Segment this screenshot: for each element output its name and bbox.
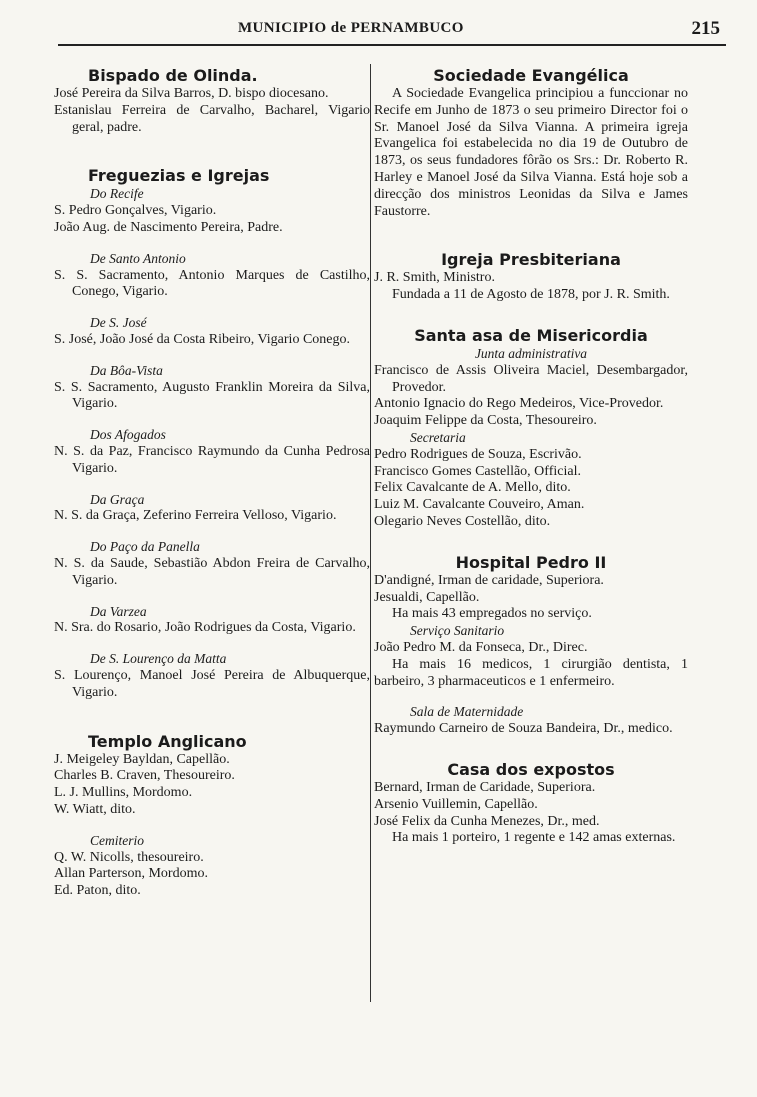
entry-line: Luiz M. Cavalcante Couveiro, Aman. (374, 497, 585, 513)
entry-line: Pedro Rodrigues de Souza, Escrivão. (374, 446, 582, 462)
running-header (60, 18, 720, 44)
entry-line: Allan Parterson, Mordomo. (54, 866, 208, 882)
paragraph: Ha mais 16 medicos, 1 cirurgião dentista, 1 barbeiro, 3 pharmaceuticos e 1 enfermeiro. (374, 656, 688, 689)
spacer (54, 301, 370, 315)
paragraph: Fundada a 11 de Agosto de 1878, por J. R. Smith. (392, 287, 670, 303)
entry-line: Bernard, Irman de Caridade, Superiora. (374, 779, 596, 795)
entry-line: S. S. Sacramento, Antonio Marques de Castilho, Conego, Vigario. (54, 267, 370, 300)
subheading: De S. Lourenço da Matta (90, 651, 227, 667)
spacer (374, 738, 688, 760)
subheading: Sala de Maternidade (410, 704, 524, 720)
column-divider (370, 64, 371, 1002)
running-title: MUNICIPIO de PERNAMBUCO (238, 20, 464, 36)
subheading: Serviço Sanitario (410, 623, 505, 639)
section-heading: Igreja Presbiteriana (441, 250, 621, 270)
section-heading: Hospital Pedro II (455, 552, 607, 572)
entry-line: N. S. da Saude, Sebastião Abdon Freira de Carvalho, Vigario. (54, 555, 370, 588)
section-heading: Templo Anglicano (88, 731, 247, 751)
entry-line: Olegario Neves Costellão, dito. (374, 513, 551, 529)
entry-line: José Pereira da Silva Barros, D. bispo diocesano. (54, 86, 329, 101)
page-number: 215 (691, 18, 720, 39)
spacer (54, 637, 370, 651)
right-column (374, 66, 688, 847)
subheading: Cemiterio (90, 832, 144, 848)
paragraph: Ha mais 1 porteiro, 1 regente e 142 amas externas. (392, 830, 676, 846)
entry-line: S. Pedro Gonçalves, Vigario. (54, 203, 217, 219)
subheading: Dos Afogados (90, 427, 166, 443)
entry-line: Francisco de Assis Oliveira Maciel, Desembargador, Provedor. (374, 362, 688, 395)
entry-line: João Pedro M. da Fonseca, Dr., Direc. (374, 639, 588, 655)
entry-line: J. R. Smith, Ministro. (374, 270, 495, 286)
subheading: Da Bôa-Vista (90, 362, 163, 378)
subheading: Junta administrativa (474, 345, 588, 361)
spacer (374, 531, 688, 553)
entry-line: Francisco Gomes Castellão, Official. (374, 463, 581, 479)
entry-line: S. José, João José da Costa Ribeiro, Vigario Conego. (54, 331, 350, 347)
entry-line: S. Lourenço, Manoel José Pereira de Albuquerque, Vigario. (54, 667, 370, 700)
entry-line: Q. W. Nicolls, thesoureiro. (54, 849, 204, 865)
entry-line: Jesualdi, Capellão. (374, 589, 480, 605)
spacer (54, 349, 370, 363)
subheading: Da Varzea (90, 603, 147, 619)
entry-line: W. Wiatt, dito. (54, 801, 136, 817)
spacer (374, 220, 688, 250)
subheading: De Santo Antonio (90, 250, 186, 266)
section-heading: Santa asa de Misericordia (414, 325, 648, 345)
entry-line: D'andigné, Irman de caridade, Superiora. (374, 572, 604, 588)
subheading: Do Paço da Panella (90, 539, 200, 555)
spacer (54, 590, 370, 604)
spacer (54, 525, 370, 539)
entry-line: N. S. da Graça, Zeferino Ferreira Velloso, Vigario. (54, 508, 337, 524)
entry-line: J. Meigeley Bayldan, Capellão. (54, 751, 230, 767)
spacer (54, 237, 370, 251)
entry-line: Ed. Paton, dito. (54, 883, 141, 899)
entry-line: José Felix da Cunha Menezes, Dr., med. (374, 813, 600, 829)
spacer (54, 478, 370, 492)
header-rule (58, 44, 726, 46)
entry-line: Antonio Ignacio do Rego Medeiros, Vice-Provedor. (374, 396, 664, 412)
spacer (54, 702, 370, 732)
spacer (54, 413, 370, 427)
entry-line: L. J. Mullins, Mordomo. (54, 785, 193, 801)
subheading: Da Graça (90, 491, 145, 507)
spacer (374, 690, 688, 704)
entry-line: Arsenio Vuillemin, Capellão. (374, 796, 538, 812)
entry-line: João Aug. de Nascimento Pereira, Padre. (54, 219, 283, 235)
subheading: De S. José (90, 315, 147, 331)
spacer (54, 819, 370, 833)
entry-line: Raymundo Carneiro de Souza Bandeira, Dr., medico. (374, 721, 673, 737)
entry-line: S. S. Sacramento, Augusto Franklin Moreira da Silva, Vigario. (54, 379, 370, 412)
entry-line: N. Sra. do Rosario, João Rodrigues da Costa, Vigario. (54, 620, 356, 636)
section-heading: Freguezias e Igrejas (88, 166, 270, 186)
section-heading: Bispado de Olinda. (88, 66, 258, 85)
entry-line: Felix Cavalcante de A. Mello, dito. (374, 480, 571, 496)
paragraph: Ha mais 43 empregados no serviço. (392, 606, 592, 622)
paragraph: A Sociedade Evangelica principiou a funccionar no Recife em Junho de 1873 o seu primeiro Director foi o Sr. Manoel José da Silva Vianna. A primeira igreja Evangelica foi estabelecida no dia 19 de Outubro de 1873, os seus fundadores fôrão os Srs.: Dr. Roberto R. Harley e Manoel José da Silva Vianna. Está hoje sob a direcção dos ministros Leonidas da Silva e James Faustorre. (374, 86, 688, 219)
entry-line: Estanislau Ferreira de Carvalho, Bacharel, Vigario geral, padre. (54, 102, 370, 135)
subheading: Do Recife (90, 186, 144, 202)
entry-line: Joaquim Felippe da Costa, Thesoureiro. (374, 413, 597, 429)
left-column (54, 66, 370, 900)
subheading: Secretaria (410, 429, 466, 445)
entry-line: Charles B. Craven, Thesoureiro. (54, 768, 235, 784)
spacer (374, 304, 688, 326)
spacer (54, 136, 370, 166)
section-heading: Sociedade Evangélica (433, 66, 629, 85)
section-heading: Casa dos expostos (447, 759, 615, 779)
entry-line: N. S. da Paz, Francisco Raymundo da Cunha Pedrosa Vigario. (54, 443, 370, 476)
